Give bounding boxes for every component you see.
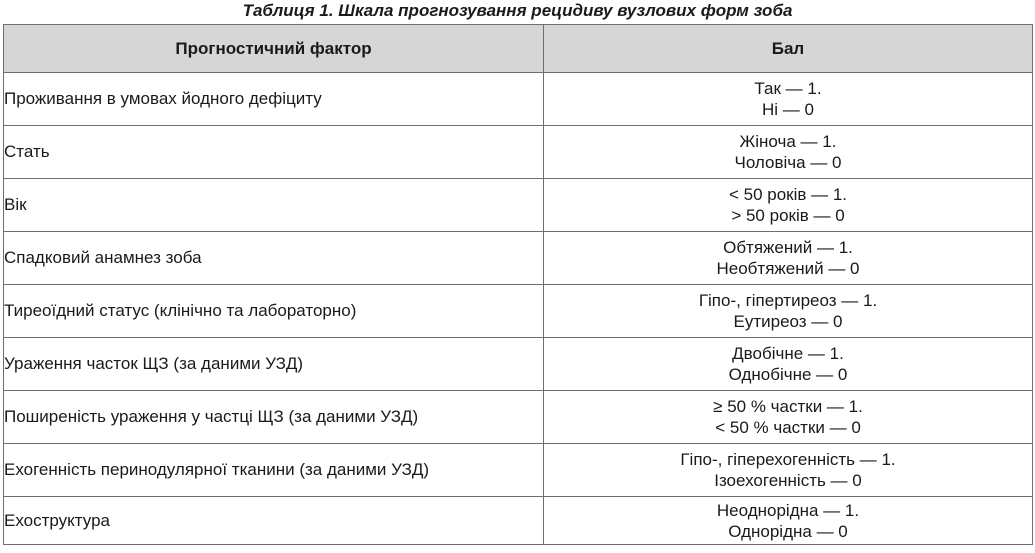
factor-cell: Ураження часток ЩЗ (за даними УЗД) [4, 338, 544, 391]
header-score: Бал [544, 25, 1033, 73]
table-caption: Таблиця 1. Шкала прогнозування рецидиву вузлових форм зоба [242, 1, 793, 20]
score-cell [544, 73, 1033, 126]
score-line-negative: Необтяжений — 0 [716, 259, 860, 278]
factor-cell: Проживання в умовах йодного дефіциту [4, 73, 544, 126]
factor-cell: Вік [4, 179, 544, 232]
factor-cell: Стать [4, 126, 544, 179]
score-line-positive: < 50 років — 1. [728, 185, 848, 204]
score-cell [544, 179, 1033, 232]
header-factor: Прогностичний фактор [4, 25, 544, 73]
score-line-negative: Чоловіча — 0 [734, 153, 842, 172]
factor-cell: Ехоструктура [4, 497, 544, 545]
table-row [4, 73, 1033, 126]
table-row [4, 338, 1033, 391]
score-line-positive: Жіноча — 1. [739, 132, 837, 151]
score-line-positive: Обтяжений — 1. [723, 238, 853, 257]
score-line-positive: ≥ 50 % частки — 1. [713, 397, 863, 416]
table-row [4, 232, 1033, 285]
score-line-negative: Ні — 0 [762, 100, 814, 119]
score-line-positive: Неоднорідна — 1. [716, 500, 860, 520]
score-line-negative: < 50 % частки — 0 [715, 418, 861, 437]
factor-cell: Тиреоїдний статус (клінічно та лабораторно) [4, 285, 544, 338]
factor-cell: Поширеність ураження у частці ЩЗ (за даними УЗД) [4, 391, 544, 444]
table-row [4, 179, 1033, 232]
score-cell [544, 338, 1033, 391]
factor-cell: Спадковий анамнез зоба [4, 232, 544, 285]
factor-cell: Ехогенність перинодулярної тканини (за даними УЗД) [4, 444, 544, 497]
table-row [4, 285, 1033, 338]
table-row [4, 444, 1033, 497]
table-row [4, 497, 1033, 545]
score-line-positive: Двобічне — 1. [732, 344, 844, 363]
score-cell [544, 232, 1033, 285]
score-cell [544, 497, 1033, 545]
score-cell [544, 391, 1033, 444]
prognosis-scale-table [3, 24, 1033, 545]
score-cell [544, 126, 1033, 179]
table-row [4, 126, 1033, 179]
score-cell [544, 444, 1033, 497]
score-line-negative: Ізоехогенність — 0 [714, 471, 862, 490]
score-line-positive: Гіпо-, гіпертиреоз — 1. [698, 291, 878, 310]
score-line-positive: Гіпо-, гіперехогенність — 1. [680, 450, 896, 469]
score-cell [544, 285, 1033, 338]
table-header-row [4, 25, 1033, 73]
table-row [4, 391, 1033, 444]
score-line-positive: Так — 1. [754, 79, 822, 98]
score-line-negative: Однорідна — 0 [728, 521, 848, 541]
score-line-negative: Однобічне — 0 [728, 365, 848, 384]
score-line-negative: > 50 років — 0 [731, 206, 845, 225]
score-line-negative: Еутиреоз — 0 [733, 312, 843, 331]
